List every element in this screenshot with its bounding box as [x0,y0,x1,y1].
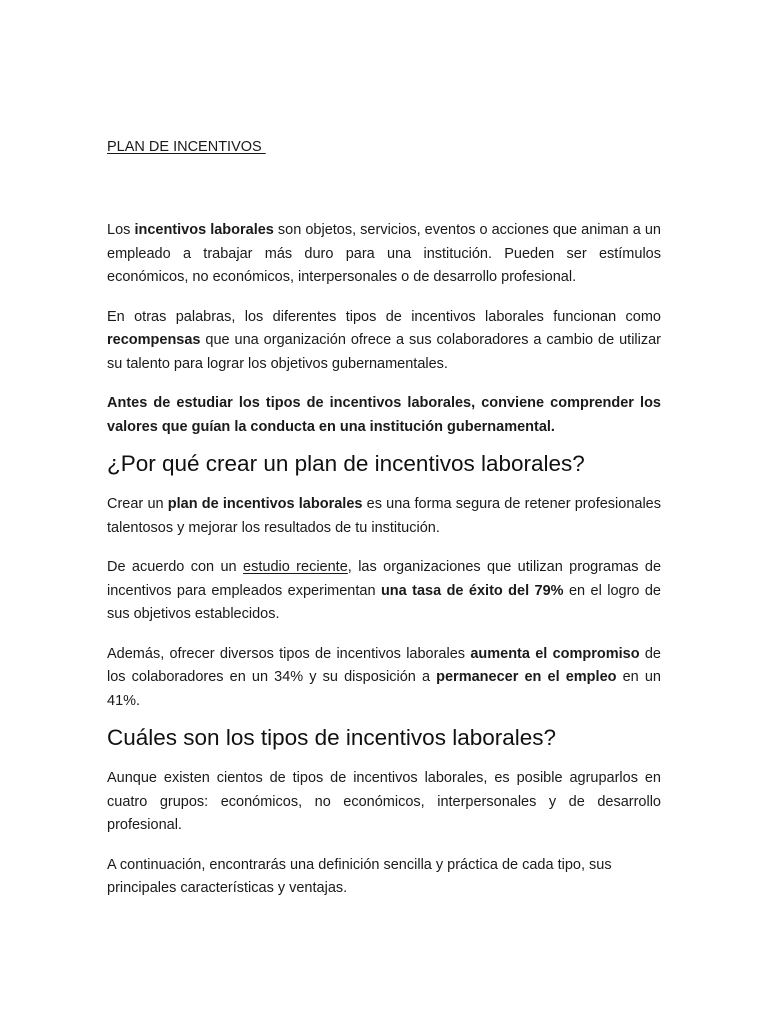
text-run: Los [107,222,135,238]
text-run: es una forma segura de retener profesionales talentosos y mejorar los resultados de tu institución. [107,496,661,536]
paragraph-compromiso [107,643,661,714]
bold-term: plan de incentivos laborales [167,496,363,512]
text-run: que una organización ofrece a sus colaboradores a cambio de utilizar su talento para lograr los objetivos gubernamentales. [107,332,661,372]
text-run: en un 41%. [107,669,661,709]
bold-term: aumenta el compromiso [470,645,640,662]
bold-term: incentivos laborales [134,222,274,238]
text-run: son objetos, servicios, eventos o acciones que animan a un empleado a trabajar más duro para una institución. Pueden ser estímulos económicos, no económicos, interpersonales o de desarrollo profesional. [107,222,661,285]
document-body [107,219,661,901]
text-run: en el logro de sus objetivos establecidos. [107,582,662,622]
paragraph-study [107,556,661,627]
study-link[interactable]: estudio reciente [243,559,348,575]
paragraph-intro [107,219,661,290]
paragraph-continuation: A continuación, encontrarás una definición sencilla y práctica de cada tipo, sus principales características y ventajas. [107,856,612,896]
paragraph-bold-note [107,392,661,439]
bold-term: permanecer en el empleo [436,669,617,685]
paragraph-groups: Aunque existen cientos de tipos de incentivos laborales, es posible agruparlos en cuatro grupos: económicos, no económicos, interpersonales y de desarrollo profesional. [107,770,661,833]
paragraph-recompensas [107,306,661,377]
bold-stat: una tasa de éxito del 79% [380,582,564,599]
text-run: En otras palabras, los diferentes tipos de incentivos laborales funcionan como [107,308,661,325]
text-run: , las organizaciones que utilizan programas de incentivos para empleados experimentan [107,559,662,599]
section-heading-why: ¿Por qué crear un plan de incentivos laborales? [107,451,585,476]
text-run: Crear un [107,496,168,512]
text-run: Además, ofrecer diversos tipos de incentivos laborales [107,645,471,662]
bold-note: Antes de estudiar los tipos de incentivos laborales, conviene comprender los valores que guían la conducta en una institución gubernamental. [107,395,661,435]
document-title: PLAN DE INCENTIVOS [107,139,266,155]
paragraph-plan [107,493,661,540]
bold-term: recompensas [107,332,201,348]
section-heading-types: Cuáles son los tipos de incentivos laborales? [107,725,557,750]
text-run: De acuerdo con un [107,559,244,575]
text-run: de los colaboradores en un 34% y su disposición a [107,645,661,685]
